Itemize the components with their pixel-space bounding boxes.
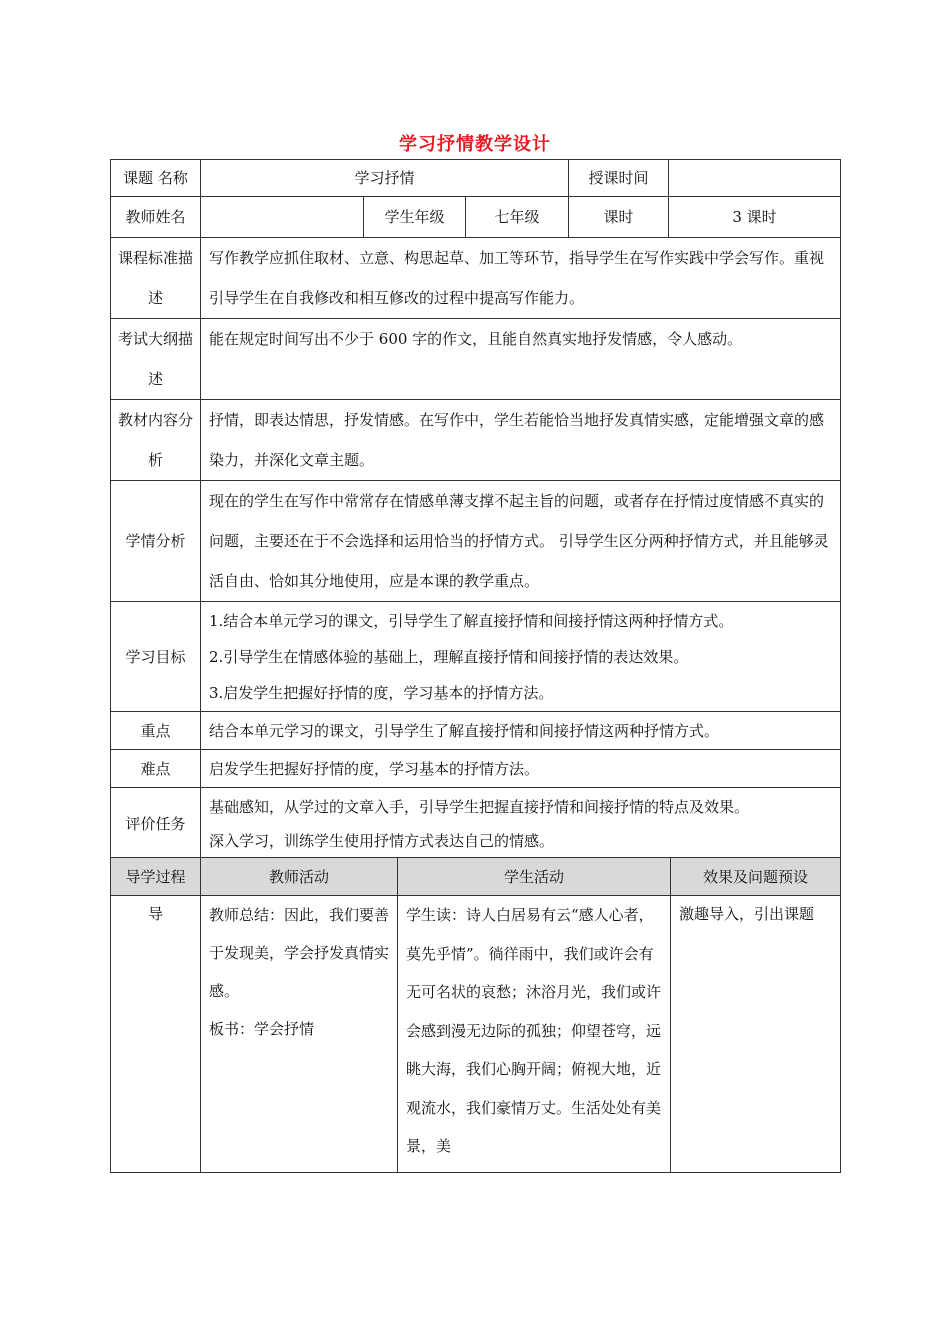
material-row (111, 400, 841, 481)
key-label: 重点 (111, 712, 201, 750)
standard-label: 课程标准描述 (111, 238, 201, 319)
evaluation-line: 深入学习，训练学生使用抒情方式表达自己的情感。 (209, 832, 555, 850)
goals-label: 学习目标 (111, 602, 201, 712)
hours-value: 3 课时 (669, 197, 841, 238)
process-stage: 导 (111, 896, 201, 1173)
goal-item: 3.启发学生把握好抒情的度，学习基本的抒情方法。 (209, 683, 554, 702)
goals-row (111, 602, 841, 712)
teacher-activity-board: 板书：学会抒情 (209, 1020, 315, 1038)
difficulty-label: 难点 (111, 750, 201, 788)
process-row (111, 896, 841, 1173)
key-row (111, 712, 841, 750)
time-value (669, 160, 841, 197)
evaluation-lines (201, 788, 841, 861)
time-label: 授课时间 (569, 160, 669, 197)
process-header-effect: 效果及问题预设 (671, 858, 841, 896)
grade-label: 学生年级 (364, 197, 466, 238)
info-row-teacher (111, 197, 841, 238)
exam-row (111, 319, 841, 400)
teacher-activity (201, 896, 398, 1173)
hours-label: 课时 (569, 197, 669, 238)
learners-row (111, 481, 841, 602)
process-header-row (111, 858, 841, 896)
effect-preset: 激趣导入，引出课题 (671, 896, 841, 1173)
evaluation-row (111, 788, 841, 861)
learners-label: 学情分析 (111, 481, 201, 602)
document-title: 学习抒情教学设计 (399, 134, 551, 155)
process-header-student: 学生活动 (398, 858, 671, 896)
material-label: 教材内容分析 (111, 400, 201, 481)
material-text: 抒情，即表达情思，抒发情感。在写作中，学生若能恰当地抒发真情实感，定能增强文章的感染力，并深化文章主题。 (201, 400, 841, 481)
goal-item: 2.引导学生在情感体验的基础上，理解直接抒情和间接抒情的表达效果。 (209, 647, 689, 666)
info-row-topic (111, 160, 841, 197)
process-header-stage: 导学过程 (111, 858, 201, 896)
teacher-label: 教师姓名 (111, 197, 201, 238)
standard-row (111, 238, 841, 319)
process-header-teacher: 教师活动 (201, 858, 398, 896)
difficulty-text: 启发学生把握好抒情的度，学习基本的抒情方法。 (201, 750, 841, 788)
topic-value: 学习抒情 (201, 160, 569, 197)
teacher-value (201, 197, 364, 238)
grade-value: 七年级 (466, 197, 569, 238)
exam-text: 能在规定时间写出不少于 600 字的作文，且能自然真实地抒发情感，令人感动。 (201, 319, 841, 400)
learners-text: 现在的学生在写作中常常存在情感单薄支撑不起主旨的问题，或者存在抒情过度情感不真实的问题，主要还在于不会选择和运用恰当的抒情方式。 引导学生区分两种抒情方式，并且能够灵活自由、恰如其分地使用，应是本课的教学重点。 (201, 481, 841, 602)
standard-text: 写作教学应抓住取材、立意、构思起草、加工等环节，指导学生在写作实践中学会写作。重视引导学生在自我修改和相互修改的过程中提高写作能力。 (201, 238, 841, 319)
difficulty-row (111, 750, 841, 788)
topic-label: 课题 名称 (111, 160, 201, 197)
exam-label: 考试大纲描述 (111, 319, 201, 400)
evaluation-label: 评价任务 (111, 788, 201, 861)
key-text: 结合本单元学习的课文，引导学生了解直接抒情和间接抒情这两种抒情方式。 (201, 712, 841, 750)
teacher-activity-text: 教师总结：因此，我们要善于发现美，学会抒发真情实感。 (209, 906, 390, 1000)
process-table (110, 857, 841, 1173)
evaluation-line: 基础感知，从学过的文章入手，引导学生把握直接抒情和间接抒情的特点及效果。 (209, 798, 750, 816)
student-activity: 学生读：诗人白居易有云“感人心者，莫先乎情”。徜徉雨中，我们或许会有无可名状的哀愁；沐浴月光，我们或许会感到漫无边际的孤独；仰望苍穹，远眺大海，我们心胸开阔；俯视大地，近观流水，我们豪情万丈。生活处处有美景，美 (398, 896, 671, 1173)
lesson-plan-table (110, 159, 841, 861)
goal-item: 1.结合本单元学习的课文，引导学生了解直接抒情和间接抒情这两种抒情方式。 (209, 611, 734, 630)
goals-list (201, 602, 841, 712)
